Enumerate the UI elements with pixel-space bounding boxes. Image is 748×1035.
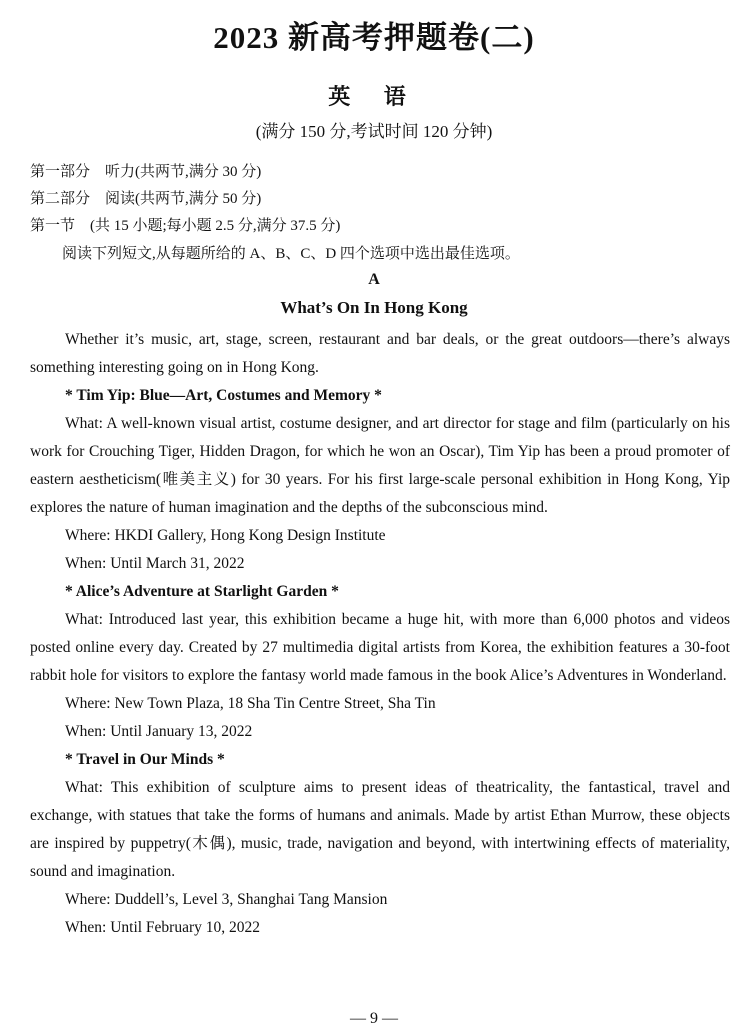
event-where: Where: Duddell’s, Level 3, Shanghai Tang Mansion (65, 891, 388, 908)
event-where: Where: New Town Plaza, 18 Sha Tin Centre Street, Sha Tin (65, 695, 436, 712)
event-description: What: This exhibition of sculpture aims to present ideas of theatricality, the fantastical, travel and exchange, with statues that take the forms of humans and animals. Made by artist Ethan Murrow, these objects are inspired by puppetry(木偶), music, trade, navigation and beyond, with intertwining effects of materiality, sound and imagination. (30, 779, 730, 880)
exam-info: (满分 150 分,考试时间 120 分钟) (255, 122, 493, 141)
passage-intro: Whether it’s music, art, stage, screen, restaurant and bar deals, or the great outdoors—there’s always something interesting going on in Hong Kong. (30, 331, 730, 376)
passage-letter: A (368, 271, 380, 288)
event-when: When: Until January 13, 2022 (65, 723, 253, 740)
passage-body (30, 326, 730, 942)
event-where: Where: HKDI Gallery, Hong Kong Design Institute (65, 527, 386, 544)
event-description: What: Introduced last year, this exhibition became a huge hit, with more than 6,000 photos and videos posted online every day. Created by 27 multimedia digital artists from Korea, the exhibition features a 30-foot rabbit hole for visitors to explore the fantasy world made famous in the book Alice’s Adventures in Wonderland. (30, 611, 730, 684)
event-when: When: Until February 10, 2022 (65, 919, 261, 936)
event-heading: * Travel in Our Minds * (65, 751, 225, 768)
event-when: When: Until March 31, 2022 (65, 555, 245, 572)
page-number: — 9 — (350, 1010, 398, 1027)
passage-title: What’s On In Hong Kong (280, 298, 468, 317)
event-heading: * Alice’s Adventure at Starlight Garden * (65, 583, 339, 600)
instruction-text: 阅读下列短文,从每题所给的 A、B、C、D 四个选项中选出最佳选项。 (62, 246, 520, 262)
subject-title: 英 语 (328, 84, 420, 109)
section1-heading: 第一节 (共 15 小题;每小题 2.5 分,满分 37.5 分) (30, 218, 341, 234)
part1-heading: 第一部分 听力(共两节,满分 30 分) (30, 164, 262, 180)
event-description: What: A well-known visual artist, costume designer, and art director for stage and film (particularly on his work for Crouching Tiger, Hidden Dragon, for which he won an Oscar), Tim Yip has been a proud promoter of eastern aestheticism(唯美主义) for 30 years. For his first large-scale personal exhibition in Hong Kong, Yip explores the nature of human imagination and the depths of the subconscious mind. (30, 415, 730, 516)
exam-title: 2023 新高考押题卷(二) (213, 20, 535, 55)
part2-heading: 第二部分 阅读(共两节,满分 50 分) (30, 191, 262, 207)
event-heading: * Tim Yip: Blue—Art, Costumes and Memory * (65, 387, 382, 404)
